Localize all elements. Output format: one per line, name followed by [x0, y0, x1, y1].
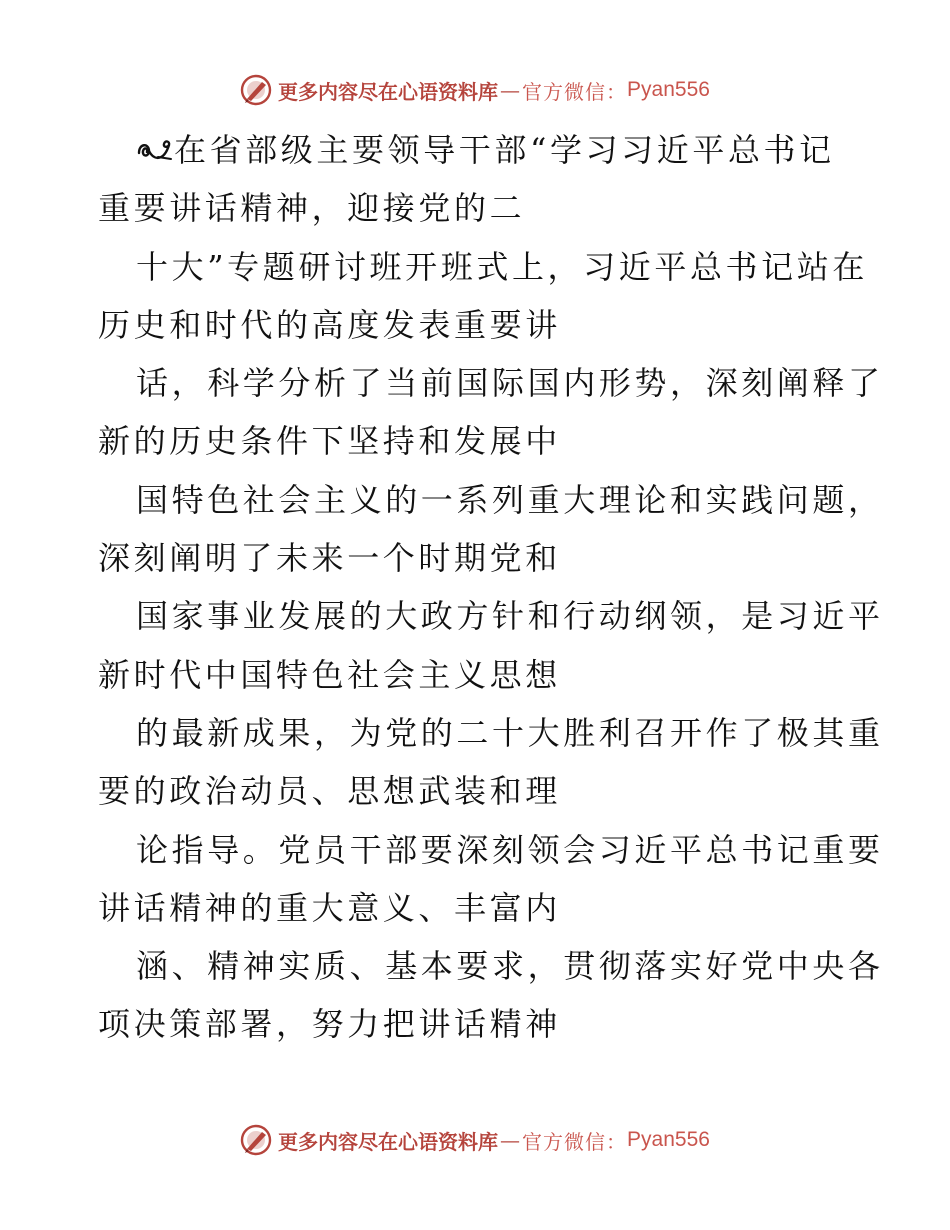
document-body [98, 121, 884, 1054]
text-line-1-content: 在省部级主要领导干部“学习习近平总书记 [174, 131, 835, 169]
pen-logo-icon [240, 74, 272, 106]
text-line-1 [98, 121, 858, 179]
text-line-4: 历史和时代的高度发表重要讲 [98, 305, 561, 344]
text-line-15: 涵、精神实质、基本要求，贯彻落实好党中央各 [136, 947, 884, 986]
text-line-2: 重要讲话精神，迎接党的二 [98, 189, 526, 228]
header-banner [0, 70, 950, 110]
wechat-label: 官方微信： [522, 79, 628, 104]
text-line-14: 讲话精神的重大意义、丰富内 [98, 888, 561, 927]
separator: — [500, 1128, 521, 1152]
text-line-16: 项决策部署，努力把讲话精神 [98, 1005, 561, 1044]
pen-logo-icon [240, 1124, 272, 1156]
text-line-6: 新的历史条件下坚持和发展中 [98, 422, 561, 461]
text-line-7: 国特色社会主义的一系列重大理论和实践问题， [136, 480, 884, 519]
site-name: 更多内容尽在心语资料库 [278, 79, 499, 104]
text-line-13: 论指导。党员干部要深刻领会习近平总书记重要 [136, 830, 884, 869]
text-line-12: 要的政治动员、思想武装和理 [98, 772, 561, 811]
text-line-11: 的最新成果，为党的二十大胜利召开作了极其重 [136, 713, 884, 752]
wechat-id: Pyan556 [627, 1128, 710, 1151]
separator: — [500, 78, 521, 102]
text-line-3: 十大”专题研讨班开班式上，习近平总书记站在 [136, 247, 868, 286]
site-name: 更多内容尽在心语资料库 [278, 1129, 499, 1154]
footer-banner [0, 1120, 950, 1160]
text-line-10: 新时代中国特色社会主义思想 [98, 655, 561, 694]
wechat-label: 官方微信： [522, 1129, 628, 1154]
text-line-5: 话，科学分析了当前国际国内形势，深刻阐释了 [136, 364, 884, 403]
wechat-id: Pyan556 [627, 78, 710, 101]
text-line-8: 深刻阐明了未来一个时期党和 [98, 539, 561, 578]
text-line-9: 国家事业发展的大政方针和行动纲领，是习近平 [136, 597, 884, 636]
flourish-bullet-icon [136, 125, 174, 155]
